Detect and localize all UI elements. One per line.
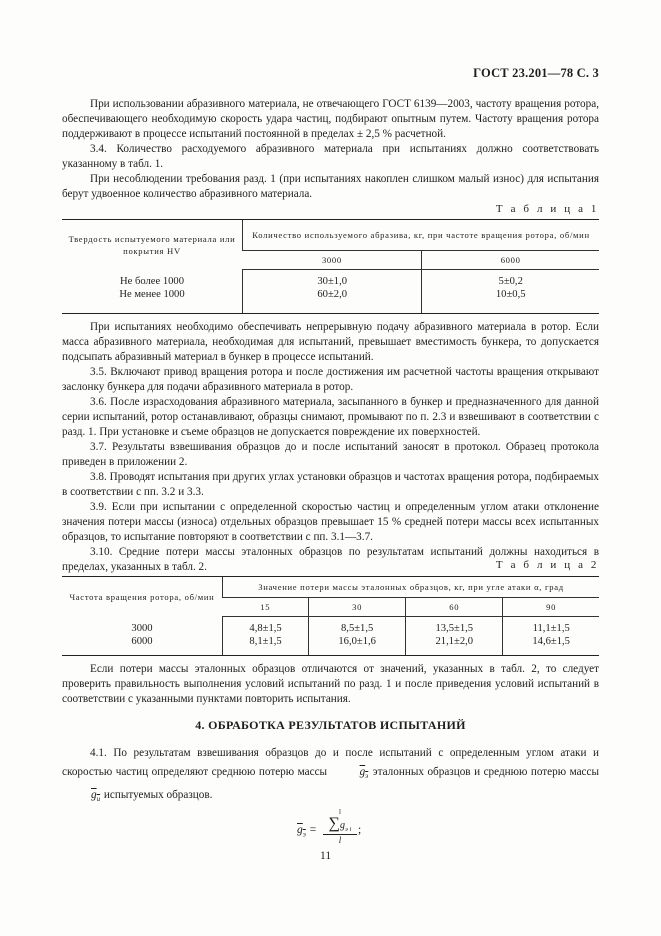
table2 bbox=[62, 576, 599, 656]
page-number: 11 bbox=[320, 850, 332, 862]
after-table2-text bbox=[62, 662, 599, 707]
paragraph: При несоблюдении требования разд. 1 (при испытаниях накоплен слишком малый износ) для испытания берут удвоенное количество абразивного материала. bbox=[62, 173, 599, 200]
table1 bbox=[62, 219, 599, 314]
fraction-denominator: l bbox=[338, 835, 342, 845]
table-cell: Не менее 1000 bbox=[62, 289, 243, 314]
table-cell: 10±0,5 bbox=[422, 289, 599, 314]
mean-loss-reference-symbol: $g_э$ bbox=[359, 766, 369, 781]
main-text bbox=[62, 320, 599, 575]
paragraph: 3.9. Если при испытании с определенной скоростью частиц и определенным углом атаки отклонение значения потери массы (износа) отдельных образцов превышает 15 % средней потери массы всех испытанных образцов, то испытание повторяют в соответствии с пп. 3.1—3.7. bbox=[62, 501, 599, 543]
paragraph: Если потери массы эталонных образцов отличаются от значений, указанных в табл. 2, то следует проверить правильность выполнения условий испытаний по разд. 1 и после приведения условий испытаний в соответствии с указанными пунктами повторить испытания. bbox=[62, 663, 599, 705]
table-cell: 4,8±1,5 bbox=[223, 617, 309, 636]
table-row bbox=[62, 636, 599, 656]
table1-col1-header: Твердость испытуемого материала или покрытия HV bbox=[62, 220, 243, 270]
section-title: 4. ОБРАБОТКА РЕЗУЛЬТАТОВ ИСПЫТАНИЙ bbox=[195, 718, 466, 732]
sum-upper-limit: l bbox=[339, 808, 341, 816]
table2-subheader: 30 bbox=[309, 598, 406, 617]
table-row bbox=[62, 270, 599, 289]
table-cell: 21,1±2,0 bbox=[406, 636, 503, 656]
table2-caption: Т а б л и ц а 2 bbox=[495, 559, 599, 571]
table-cell: 60±2,0 bbox=[243, 289, 422, 314]
table2-subheader: 60 bbox=[406, 598, 503, 617]
table-cell: 16,0±1,6 bbox=[309, 636, 406, 656]
table-cell: 3000 bbox=[131, 622, 153, 634]
table-cell: 11,1±1,5 bbox=[503, 617, 599, 636]
formula-fraction bbox=[323, 808, 357, 846]
table1-subheader: 6000 bbox=[422, 251, 599, 270]
paragraph: 3.10. Средние потери массы эталонных образцов по результатам испытаний должны находиться в пределах, указанных в табл. 2. bbox=[62, 546, 599, 573]
table-cell: 13,5±1,5 bbox=[406, 617, 503, 636]
intro-text bbox=[62, 97, 599, 202]
table2-group-header: Значение потери массы эталонных образцов, кг, при угле атаки α, град bbox=[223, 577, 600, 598]
paragraph-4-1 bbox=[62, 744, 599, 809]
formula-lhs: $g_э$ = bbox=[297, 824, 317, 839]
p41-text: эталонных образцов и среднюю потерю массы bbox=[372, 766, 600, 778]
table-cell: 8,1±1,5 bbox=[223, 636, 309, 656]
table1-caption: Т а б л и ц а 1 bbox=[495, 203, 599, 215]
paragraph: 3.7. Результаты взвешивания образцов до и после испытаний заносят в протокол. Образец протокола приведен в приложении 2. bbox=[62, 441, 599, 468]
paragraph: При испытаниях необходимо обеспечивать непрерывную подачу абразивного материала в ротор. Если масса абразивного материала, необходимая для испытаний, превышает вместимость бункера, то допускается подсыпать абразивный материал в бункер в процессе испытаний. bbox=[62, 321, 599, 363]
p41-text: 4.1. По результатам взвешивания образцов до и после испытаний с определенным углом атаки и скоростью частиц определяют среднюю потерю массы bbox=[62, 747, 599, 778]
table-cell: 5±0,2 bbox=[422, 270, 599, 289]
formula-semicolon: ; bbox=[358, 824, 362, 836]
sum-term: $g_{э i}$ bbox=[340, 820, 352, 833]
table1-subheader: 3000 bbox=[243, 251, 422, 270]
table-row bbox=[62, 289, 599, 314]
mean-loss-test-symbol: $g_и$ bbox=[91, 789, 101, 804]
paragraph: При использовании абразивного материала, не отвечающего ГОСТ 6139—2003, частоту вращения ротора, обеспечивающего необходимую скорость удара частиц, подбирают опытным путем. Частоту вращения ротора поддерживают в процессе испытаний постоянной в пределах ± 2,5 % расчетной. bbox=[62, 98, 599, 140]
table2-subheader: 90 bbox=[503, 598, 599, 617]
table2-col1-header: Частота вращения ротора, об/мин bbox=[62, 577, 223, 617]
paragraph: 3.6. После израсходования абразивного материала, засыпанного в бункер и предназначенного для данной серии испытаний, ротор останавливают, образцы снимают, промывают по п. 2.3 и взвешивают в соответствии с разд. 1. При установке и съеме образцов не допускается повреждение их поверхностей. bbox=[62, 396, 599, 438]
page-header: ГОСТ 23.201—78 С. 3 bbox=[473, 66, 599, 80]
table-row bbox=[62, 617, 599, 636]
p41-text: испытуемых образцов. bbox=[103, 789, 213, 802]
paragraph: 3.5. Включают привод вращения ротора и после достижения им расчетной частоты вращения открывают заслонку бункера для подачи абразивного материала в ротор. bbox=[62, 366, 599, 393]
table-cell: 14,6±1,5 bbox=[503, 636, 599, 656]
table-cell: 6000 bbox=[62, 636, 223, 656]
paragraph: 3.4. Количество расходуемого абразивного материала при испытаниях должно соответствовать указанному в табл. 1. bbox=[62, 143, 599, 170]
table-cell: Не более 1000 bbox=[119, 275, 185, 287]
table1-group-header: Количество используемого абразива, кг, при частоте вращения ротора, об/мин bbox=[243, 220, 600, 251]
table-cell: 8,5±1,5 bbox=[309, 617, 406, 636]
table2-subheader: 15 bbox=[223, 598, 309, 617]
paragraph: 3.8. Проводят испытания при других углах установки образцов и частотах вращения ротора, подбираемых в соответствии с пп. 3.2 и 3.3. bbox=[62, 471, 599, 498]
sum-sign: ∑ bbox=[328, 815, 341, 832]
table-cell: 30±1,0 bbox=[243, 270, 422, 289]
